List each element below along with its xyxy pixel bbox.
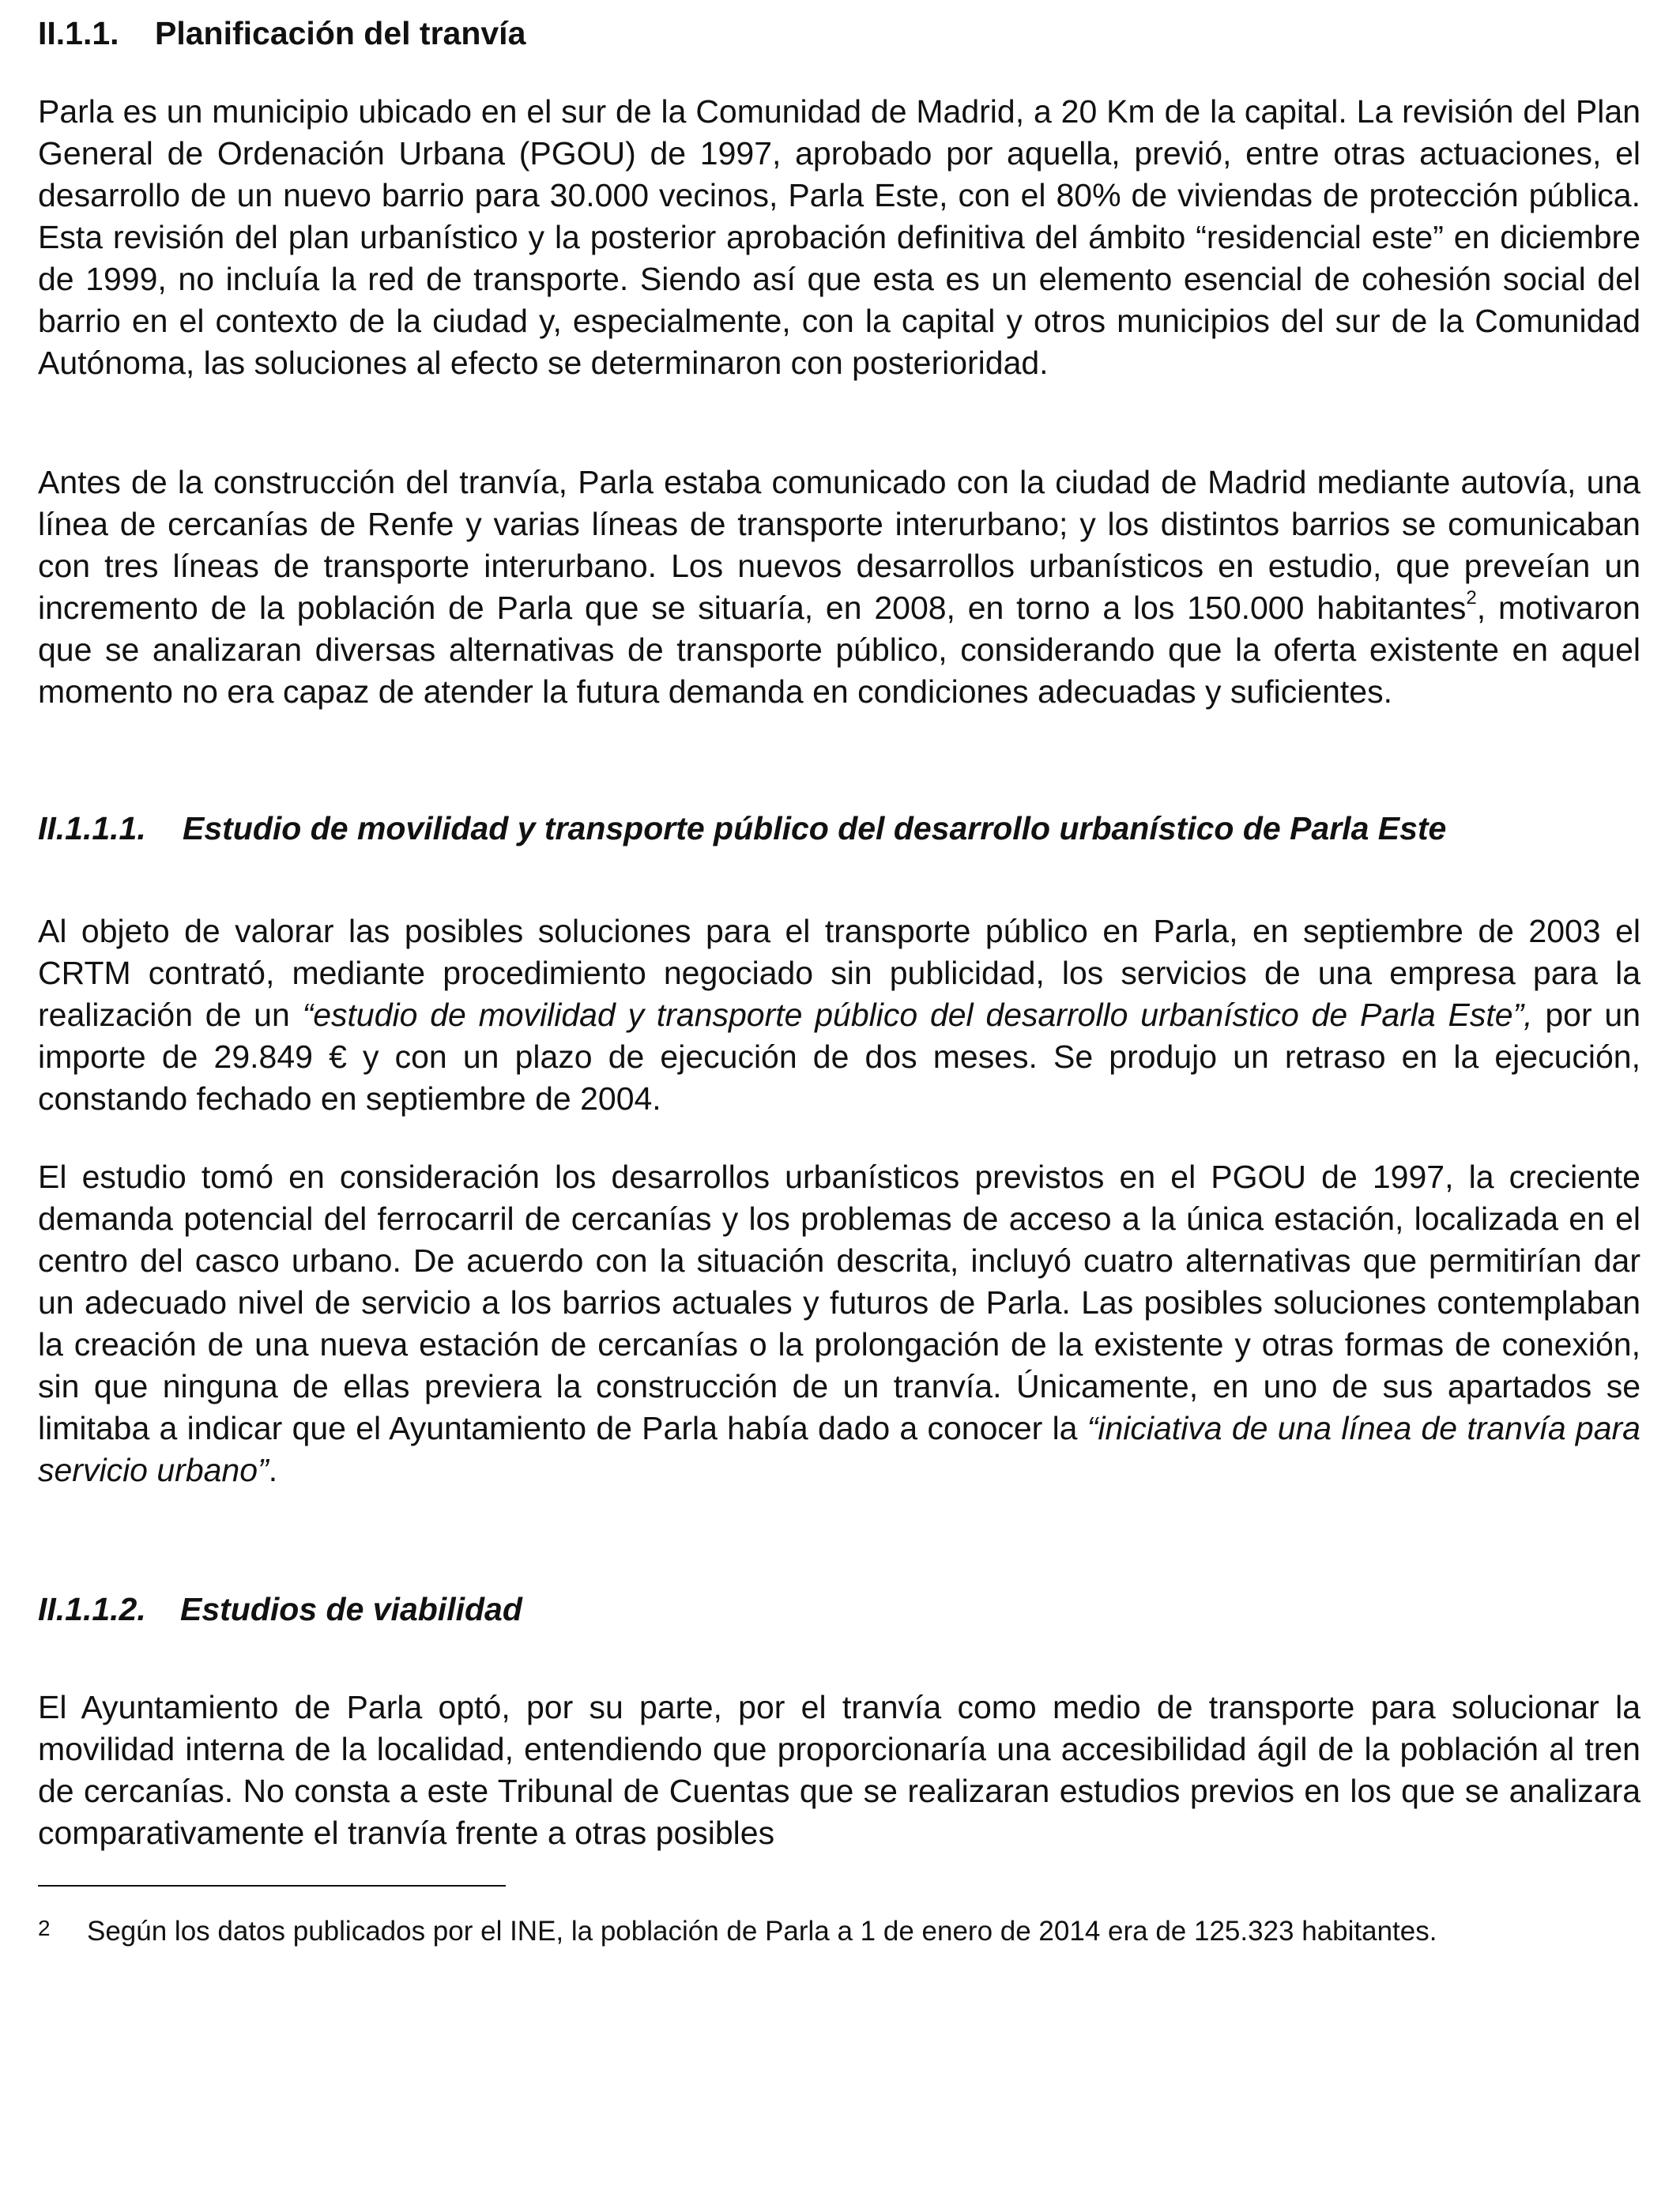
paragraph: El estudio tomó en consideración los desarrollos urbanísticos previstos en el PGOU de 1997, la creciente demanda potencial del ferrocarril de cercanías y los problemas de acceso a la única estación, localizada en el centro del casco urbano. De acuerdo con la situación descrita, incluyó cuatro alternativas que permitirían dar un adecuado nivel de servicio a los barrios actuales y futuros de Parla. Las posibles soluciones contemplaban la creación de una nueva estación de cercanías o la prolongación de la existente y otras formas de conexión, sin que ninguna de ellas previera la construcción de un tranvía. Únicamente, en uno de sus apartados se limitaba a indicar que el Ayuntamiento de Parla había dado a conocer la “iniciativa de una línea de tranvía para servicio urbano”. [38, 1159, 1640, 1488]
subsection-2-heading-block [38, 1589, 1640, 1630]
footnote [38, 1911, 1437, 1949]
footnote-number: 2 [38, 1916, 51, 1940]
paragraph-study-scope [38, 1156, 1640, 1491]
section-heading [38, 13, 525, 55]
paragraph: El Ayuntamiento de Parla optó, por su parte, por el tranvía como medio de transporte para solucionar la movilidad interna de la localidad, entendiendo que proporcionaría una accesibilidad ágil de la población al tren de cercanías. No consta a este Tribunal de Cuentas que se realizaran estudios previos en los que se analizara comparativamente el tranvía frente a otras posibles [38, 1689, 1640, 1851]
footnote-separator [38, 1885, 506, 1887]
paragraph-before-tram [38, 462, 1640, 713]
subsection-title: Estudio de movilidad y transporte público del desarrollo urbanístico de Parla Este [183, 810, 1447, 846]
paragraph-intro [38, 91, 1640, 384]
paragraph-study [38, 910, 1640, 1120]
paragraph: Al objeto de valorar las posibles soluciones para el transporte público en Parla, en septiembre de 2003 el CRTM contrató, mediante procedimiento negociado sin publicidad, los servicios de una empresa para la realización de un “estudio de movilidad y transporte público del desarrollo urbanístico de Parla Este”, por un importe de 29.849 € y con un plazo de ejecución de dos meses. Se produjo un retraso en la ejecución, constando fechado en septiembre de 2004. [38, 913, 1640, 1117]
paragraph-viability [38, 1687, 1640, 1854]
paragraph: Parla es un municipio ubicado en el sur de la Comunidad de Madrid, a 20 Km de la capital. La revisión del Plan General de Ordenación Urbana (PGOU) de 1997, aprobado por aquella, previó, entre otras actuaciones, el desarrollo de un nuevo barrio para 30.000 vecinos, Parla Este, con el 80% de viviendas de protección pública. Esta revisión del plan urbanístico y la posterior aprobación definitiva del ámbito “residencial este” en diciembre de 1999, no incluía la red de transporte. Siendo así que esta es un elemento esencial de cohesión social del barrio en el contexto de la ciudad y, especialmente, con la capital y otros municipios del sur de la Comunidad Autónoma, las soluciones al efecto se determinaron con posterioridad. [38, 93, 1640, 381]
subsection-heading [38, 1589, 1640, 1630]
footnote-reference: 2 [1466, 587, 1477, 609]
subsection-title: Estudios de viabilidad [180, 1591, 522, 1627]
subsection-number: II.1.1.2. [38, 1591, 146, 1627]
subsection-number: II.1.1.1. [38, 810, 146, 846]
footnote-text: Según los datos publicados por el INE, la población de Parla a 1 de enero de 2014 era de 125.323 habitantes. [87, 1916, 1437, 1947]
section-title: Planificación del tranvía [155, 15, 526, 51]
subsection-heading [38, 808, 1640, 850]
initiative-quote: “iniciativa de una línea de tranvía para servicio urbano” [38, 1410, 1640, 1488]
study-title: “estudio de movilidad y transporte público del desarrollo urbanístico de Parla Este”, [302, 997, 1533, 1033]
subsection-1-heading-block [38, 808, 1640, 850]
paragraph: Antes de la construcción del tranvía, Parla estaba comunicado con la ciudad de Madrid mediante autovía, una línea de cercanías de Renfe y varias líneas de transporte interurbano; y los distintos barrios se comunicaban con tres líneas de transporte interurbano. Los nuevos desarrollos urbanísticos en estudio, que preveían un incremento de la población de Parla que se situaría, en 2008, en torno a los 150.000 habitantes$^2$, motivaron que se analizaran diversas alternativas de transporte público, considerando que la oferta existente en aquel momento no era capaz de atender la futura demanda en condiciones adecuadas y suficientes. [38, 464, 1640, 710]
section-number: II.1.1. [38, 15, 119, 51]
